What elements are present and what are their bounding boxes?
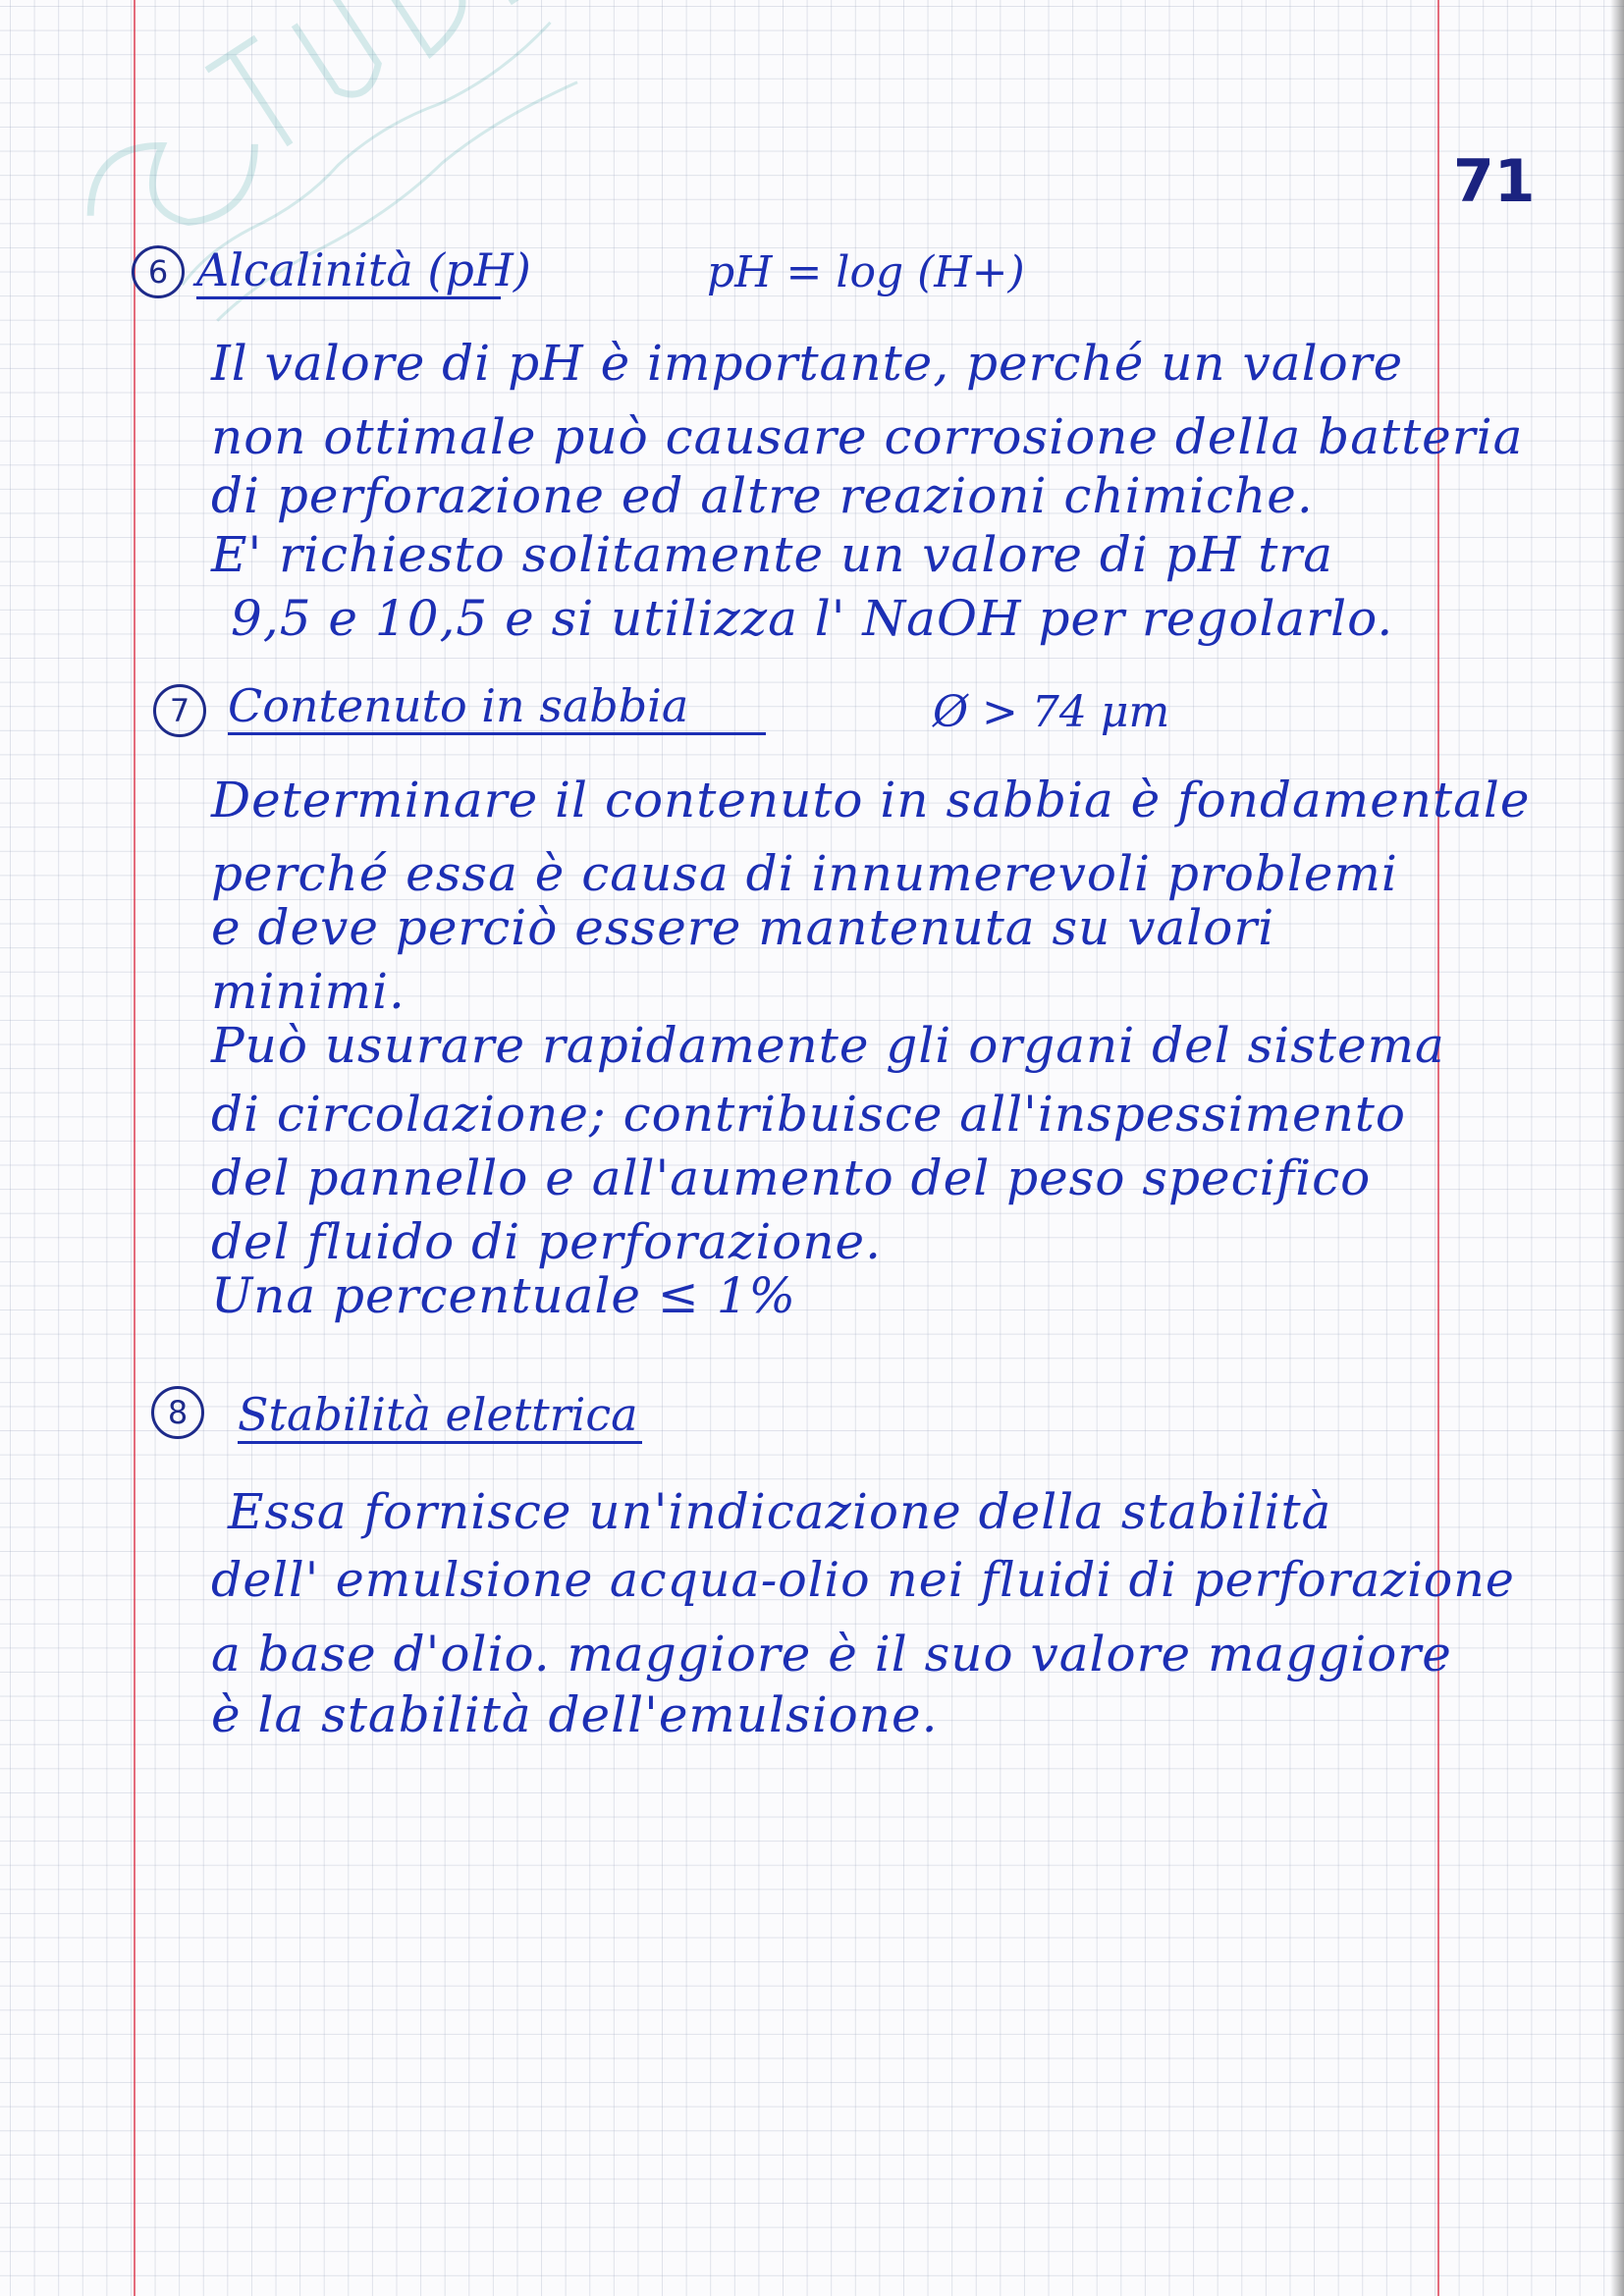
section-7-line-7: del pannello e all'aumento del peso specifico bbox=[211, 1149, 1372, 1206]
section-7-line-4: minimi. bbox=[211, 963, 406, 1020]
section-7-line-1: Determinare il contenuto in sabbia è fondamentale bbox=[211, 772, 1531, 828]
section-7-line-5: Può usurare rapidamente gli organi del sistema bbox=[211, 1017, 1445, 1074]
section-7-number: 7 bbox=[153, 684, 206, 737]
section-8-number: 8 bbox=[151, 1386, 204, 1439]
section-7-line-2: perché essa è causa di innumerevoli problemi bbox=[211, 845, 1398, 902]
section-8-heading: Stabilità elettrica bbox=[238, 1392, 642, 1444]
section-6-number: 6 bbox=[132, 245, 185, 298]
section-8-line-4: è la stabilità dell'emulsione. bbox=[211, 1686, 939, 1743]
section-7-line-3: e deve perciò essere mantenuta su valori bbox=[211, 899, 1275, 956]
right-margin-line bbox=[1437, 0, 1439, 2296]
section-7-line-6: di circolazione; contribuisce all'inspessimento bbox=[211, 1086, 1406, 1143]
page-edge-shadow bbox=[1610, 0, 1624, 2296]
left-margin-line bbox=[134, 0, 135, 2296]
section-7-formula: Ø > 74 μm bbox=[933, 687, 1170, 737]
section-7-line-9: Una percentuale ≤ 1% bbox=[211, 1267, 797, 1324]
section-6-heading: Alcalinità (pH) bbox=[196, 247, 501, 299]
section-8-line-3: a base d'olio. maggiore è il suo valore maggiore bbox=[211, 1626, 1452, 1682]
section-8-line-1: Essa fornisce un'indicazione della stabilità bbox=[228, 1483, 1332, 1540]
section-6-line-4: E' richiesto solitamente un valore di pH tra bbox=[211, 526, 1334, 583]
section-6-line-5: 9,5 e 10,5 e si utilizza l' NaOH per regolarlo. bbox=[231, 590, 1394, 647]
section-7-line-8: del fluido di perforazione. bbox=[211, 1213, 883, 1270]
section-7-heading: Contenuto in sabbia bbox=[228, 683, 766, 735]
section-6-line-1: Il valore di pH è importante, perché un valore bbox=[211, 335, 1404, 392]
page-number: 71 bbox=[1453, 147, 1536, 216]
section-6-line-2: non ottimale può causare corrosione della batteria bbox=[211, 408, 1524, 465]
section-6-line-3: di perforazione ed altre reazioni chimiche. bbox=[211, 467, 1314, 524]
section-8-line-2: dell' emulsione acqua-olio nei fluidi di perforazione bbox=[211, 1552, 1515, 1608]
section-6-formula: pH = log (H+) bbox=[707, 247, 1025, 297]
